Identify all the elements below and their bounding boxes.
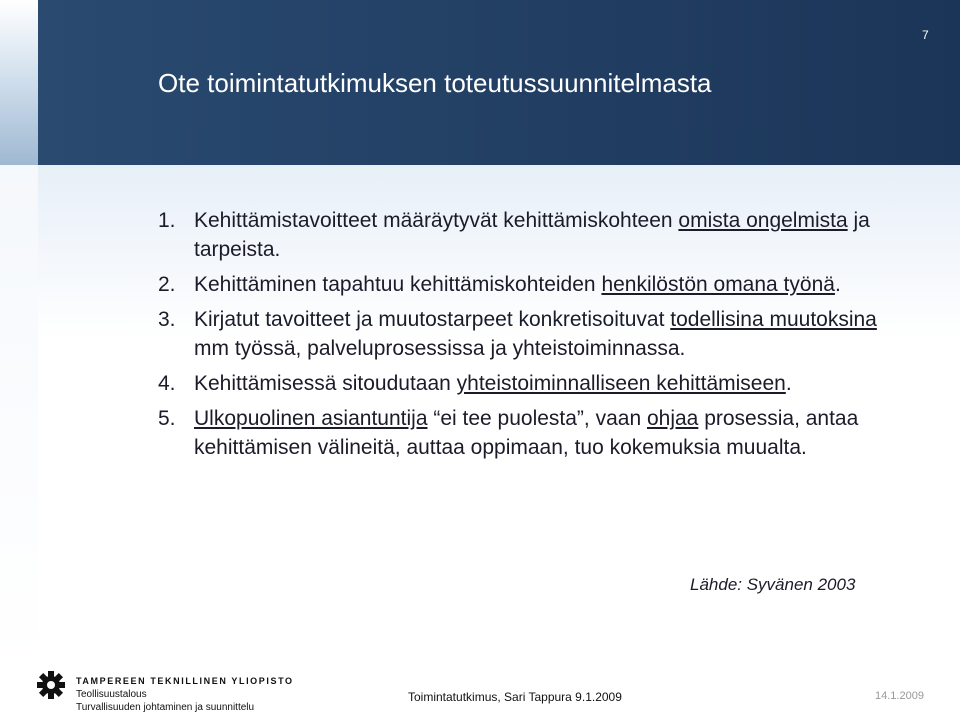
tut-gear-logo-icon	[36, 670, 66, 700]
list-item	[158, 270, 878, 299]
list-item-text: .	[834, 273, 841, 296]
footer-date: 14.1.2009	[875, 690, 924, 702]
list-item-text: ja tarpeista.	[194, 209, 870, 261]
emphasized-text: omista ongelmista	[678, 209, 848, 232]
numbered-list	[158, 206, 878, 468]
list-item	[158, 305, 878, 363]
emphasized-text: henkilöstön omana työnä	[601, 273, 835, 296]
header-left-strip	[0, 0, 38, 165]
source-citation: Lähde: Syvänen 2003	[690, 575, 856, 594]
university-name: TAMPEREEN TEKNILLINEN YLIOPISTO	[76, 676, 294, 686]
emphasized-text: ohjaa	[646, 407, 699, 430]
emphasized-text: yhteistoiminnalliseen kehittämiseen	[456, 372, 786, 395]
emphasized-text: todellisina muutoksina	[670, 308, 877, 331]
list-item	[158, 404, 878, 462]
slide-title: Ote toimintatutkimuksen toteutussuunnitelmasta	[158, 68, 712, 98]
unit-name: Turvallisuuden johtaminen ja suunnittelu	[76, 702, 255, 713]
list-item-text: Kirjatut tavoitteet ja muutostarpeet konkretisoituvat	[194, 308, 671, 331]
list-item-text: “ei tee puolesta”, vaan	[427, 407, 647, 430]
list-item	[158, 369, 878, 398]
slide-number: 7	[922, 28, 929, 42]
list-item-text: .	[785, 372, 792, 395]
list-item-number: 1.	[158, 209, 176, 232]
department-name: Teollisuustalous	[76, 689, 147, 700]
list-item	[158, 206, 878, 264]
list-item-number: 5.	[158, 407, 176, 430]
list-item-text: mm työssä, palveluprosessissa ja yhteistoiminnassa.	[194, 337, 686, 360]
list-item-text: Kehittämistavoitteet määräytyvät kehittämiskohteen	[194, 209, 679, 232]
list-item-text: prosessia, antaa kehittämisen välineitä, auttaa oppimaan, tuo kokemuksia muualta.	[194, 407, 859, 459]
emphasized-text: Ulkopuolinen asiantuntija	[194, 407, 428, 430]
list-item-number: 3.	[158, 308, 176, 331]
list-item-number: 2.	[158, 273, 176, 296]
list-item-text: Kehittämisessä sitoudutaan	[194, 372, 457, 395]
footer-presentation-info: Toimintatutkimus, Sari Tappura 9.1.2009	[408, 690, 622, 704]
list-item-text: Kehittäminen tapahtuu kehittämiskohteiden	[194, 273, 602, 296]
left-band	[0, 165, 38, 665]
list-item-number: 4.	[158, 372, 176, 395]
